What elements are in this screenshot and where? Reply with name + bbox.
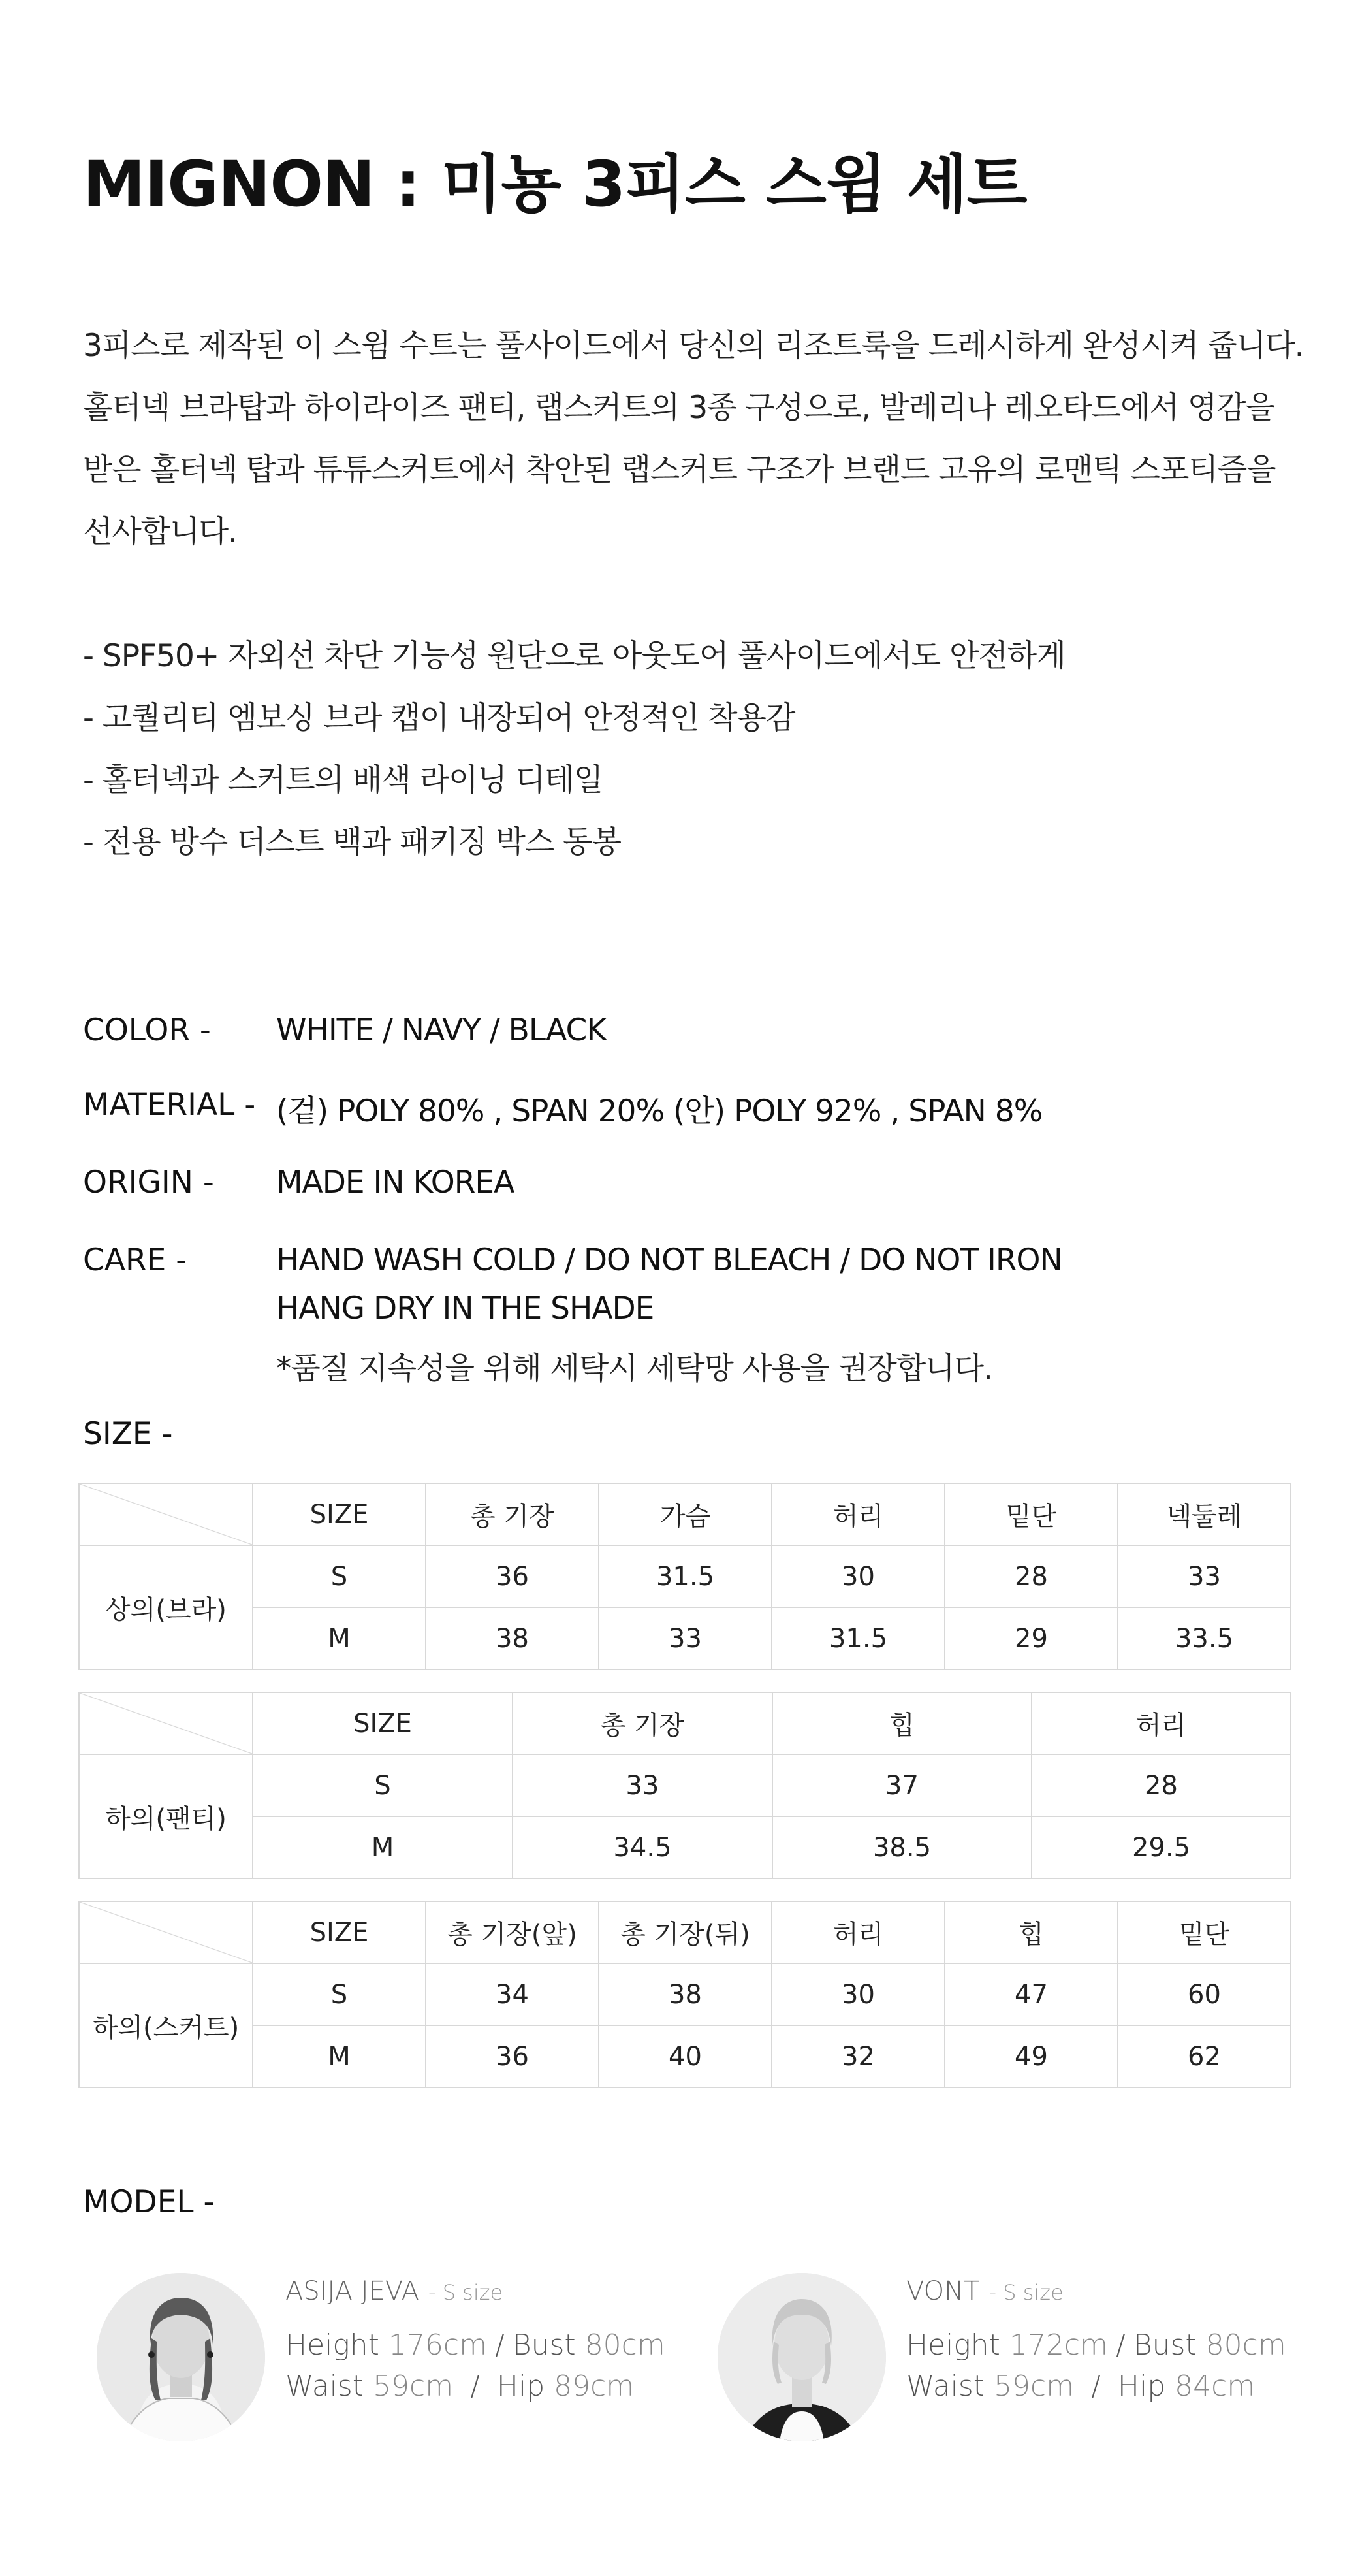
hip-label: Hip [496, 2370, 545, 2403]
feature-bullet: - 고퀄리티 엠보싱 브라 캡이 내장되어 안정적인 착용감 [83, 700, 795, 736]
table-cell: 32 [772, 2025, 945, 2087]
table-row [79, 1754, 1291, 1816]
height-label: Height [285, 2328, 379, 2362]
origin-label: ORIGIN - [83, 1165, 214, 1200]
table-corner-cell [79, 1692, 253, 1754]
product-description [83, 315, 1310, 873]
bust-label: Bust [512, 2328, 576, 2362]
table-cell: S [253, 1754, 513, 1816]
table-cell: 29.5 [1032, 1816, 1291, 1878]
table-cell: M [253, 2025, 426, 2087]
table-header-cell: 밑단 [945, 1483, 1118, 1545]
table-cell: 34 [426, 1963, 599, 2025]
table-cell: 28 [945, 1545, 1118, 1607]
table-cell: 30 [772, 1963, 945, 2025]
table-header-cell: 허리 [1032, 1692, 1291, 1754]
model-2-measure-line1: Height 172cm / Bust 80cm [906, 2328, 1286, 2362]
table-category-cell: 하의(팬티) [79, 1754, 253, 1878]
table-cell: 29 [945, 1607, 1118, 1669]
description-line: 3피스로 제작된 이 스윔 수트는 풀사이드에서 당신의 리조트룩을 드레시하게 완성시켜 줍니다. [83, 328, 1304, 364]
table-cell: 38 [599, 1963, 772, 2025]
table-header-cell: 총 기장(뒤) [599, 1901, 772, 1963]
table-header-row [79, 1901, 1291, 1963]
table-header-cell: 힙 [772, 1692, 1032, 1754]
care-note: *품질 지속성을 위해 세탁시 세탁망 사용을 권장합니다. [276, 1351, 992, 1387]
table-cell: 38.5 [772, 1816, 1032, 1878]
waist-label: Waist [285, 2370, 364, 2403]
table-row [79, 1963, 1291, 2025]
size-section-label: SIZE - [83, 1416, 173, 1452]
table-header-row [79, 1692, 1291, 1754]
height-value: 172cm [1009, 2328, 1108, 2362]
size-table-panty [78, 1692, 1291, 1879]
color-value: WHITE / NAVY / BLACK [276, 1012, 607, 1048]
table-corner-cell [79, 1901, 253, 1963]
table-cell: 33 [599, 1607, 772, 1669]
model-1-measure-line2: Waist 59cm / Hip 89cm [285, 2370, 635, 2403]
model-2-measure-line2: Waist 59cm / Hip 84cm [906, 2370, 1256, 2403]
table-cell: 47 [945, 1963, 1118, 2025]
table-cell: 33 [513, 1754, 772, 1816]
table-cell: M [253, 1816, 513, 1878]
size-table-skirt [78, 1901, 1291, 2088]
material-label: MATERIAL - [83, 1087, 256, 1123]
table-row [79, 1607, 1291, 1669]
table-category-cell: 상의(브라) [79, 1545, 253, 1669]
model-1-name: ASIJA JEVA [285, 2276, 419, 2306]
table-cell: 33.5 [1118, 1607, 1291, 1669]
table-cell: S [253, 1545, 426, 1607]
table-cell: 38 [426, 1607, 599, 1669]
table-header-cell: 총 기장 [513, 1692, 772, 1754]
color-label: COLOR - [83, 1012, 211, 1048]
table-cell: M [253, 1607, 426, 1669]
table-header-cell: SIZE [253, 1901, 426, 1963]
table-header-cell: 밑단 [1118, 1901, 1291, 1963]
table-header-row [79, 1483, 1291, 1545]
care-value-line2: HANG DRY IN THE SHADE [276, 1291, 654, 1327]
table-cell: 28 [1032, 1754, 1291, 1816]
table-corner-cell [79, 1483, 253, 1545]
table-header-cell: 허리 [772, 1901, 945, 1963]
table-category-cell: 하의(스커트) [79, 1963, 253, 2087]
table-cell: 31.5 [772, 1607, 945, 1669]
table-cell: 40 [599, 2025, 772, 2087]
table-row [79, 1816, 1291, 1878]
hip-value: 89cm [554, 2370, 635, 2403]
table-cell: 37 [772, 1754, 1032, 1816]
bust-value: 80cm [584, 2328, 665, 2362]
table-header-cell: SIZE [253, 1692, 513, 1754]
care-value-line1: HAND WASH COLD / DO NOT BLEACH / DO NOT IRON [276, 1242, 1062, 1278]
table-header-cell: 총 기장 [426, 1483, 599, 1545]
model-1-photo [97, 2273, 265, 2441]
table-cell: 60 [1118, 1963, 1291, 2025]
height-label: Height [906, 2328, 1000, 2362]
model-2-name-line [906, 2276, 1064, 2306]
height-value: 176cm [388, 2328, 487, 2362]
table-header-cell: 허리 [772, 1483, 945, 1545]
feature-bullet: - 홀터넥과 스커트의 배색 라이닝 디테일 [83, 762, 603, 798]
table-cell: S [253, 1963, 426, 2025]
table-cell: 36 [426, 2025, 599, 2087]
table-cell: 31.5 [599, 1545, 772, 1607]
model-1-size: - S size [428, 2280, 503, 2305]
feature-bullet: - 전용 방수 더스트 백과 패키징 박스 동봉 [83, 824, 621, 860]
model-1-name-line [285, 2276, 503, 2306]
table-header-cell: 가슴 [599, 1483, 772, 1545]
table-cell: 49 [945, 2025, 1118, 2087]
hip-label: Hip [1117, 2370, 1166, 2403]
waist-value: 59cm [373, 2370, 454, 2403]
model-2-size: - S size [988, 2280, 1064, 2305]
model-2-photo [718, 2273, 886, 2441]
waist-label: Waist [906, 2370, 985, 2403]
model-section-label: MODEL - [83, 2184, 215, 2220]
table-row [79, 2025, 1291, 2087]
material-value: (겉) POLY 80% , SPAN 20% (안) POLY 92% , SPAN 8% [276, 1093, 1043, 1129]
size-table-top [78, 1483, 1291, 1670]
description-line: 선사합니다. [83, 514, 237, 550]
model-1-measure-line1: Height 176cm / Bust 80cm [285, 2328, 665, 2362]
waist-value: 59cm [994, 2370, 1075, 2403]
table-cell: 33 [1118, 1545, 1291, 1607]
table-cell: 36 [426, 1545, 599, 1607]
table-row [79, 1545, 1291, 1607]
table-cell: 62 [1118, 2025, 1291, 2087]
table-cell: 34.5 [513, 1816, 772, 1878]
table-header-cell: SIZE [253, 1483, 426, 1545]
description-line: 홀터넥 브라탑과 하이라이즈 팬티, 랩스커트의 3종 구성으로, 발레리나 레오타드에서 영감을 [83, 390, 1275, 426]
bust-value: 80cm [1205, 2328, 1286, 2362]
table-header-cell: 총 기장(앞) [426, 1901, 599, 1963]
feature-bullet: - SPF50+ 자외선 차단 기능성 원단으로 아웃도어 풀사이드에서도 안전하게 [83, 638, 1066, 674]
table-cell: 30 [772, 1545, 945, 1607]
table-header-cell: 넥둘레 [1118, 1483, 1291, 1545]
origin-value: MADE IN KOREA [276, 1165, 514, 1200]
model-2-name: VONT [906, 2276, 980, 2306]
description-line: 받은 홀터넥 탑과 튜튜스커트에서 착안된 랩스커트 구조가 브랜드 고유의 로맨틱 스포티즘을 [83, 452, 1276, 488]
product-title: MIGNON : 미뇽 3피스 스윔 세트 [83, 148, 1027, 221]
table-header-cell: 힙 [945, 1901, 1118, 1963]
bust-label: Bust [1133, 2328, 1197, 2362]
care-label: CARE - [83, 1242, 187, 1278]
hip-value: 84cm [1175, 2370, 1256, 2403]
